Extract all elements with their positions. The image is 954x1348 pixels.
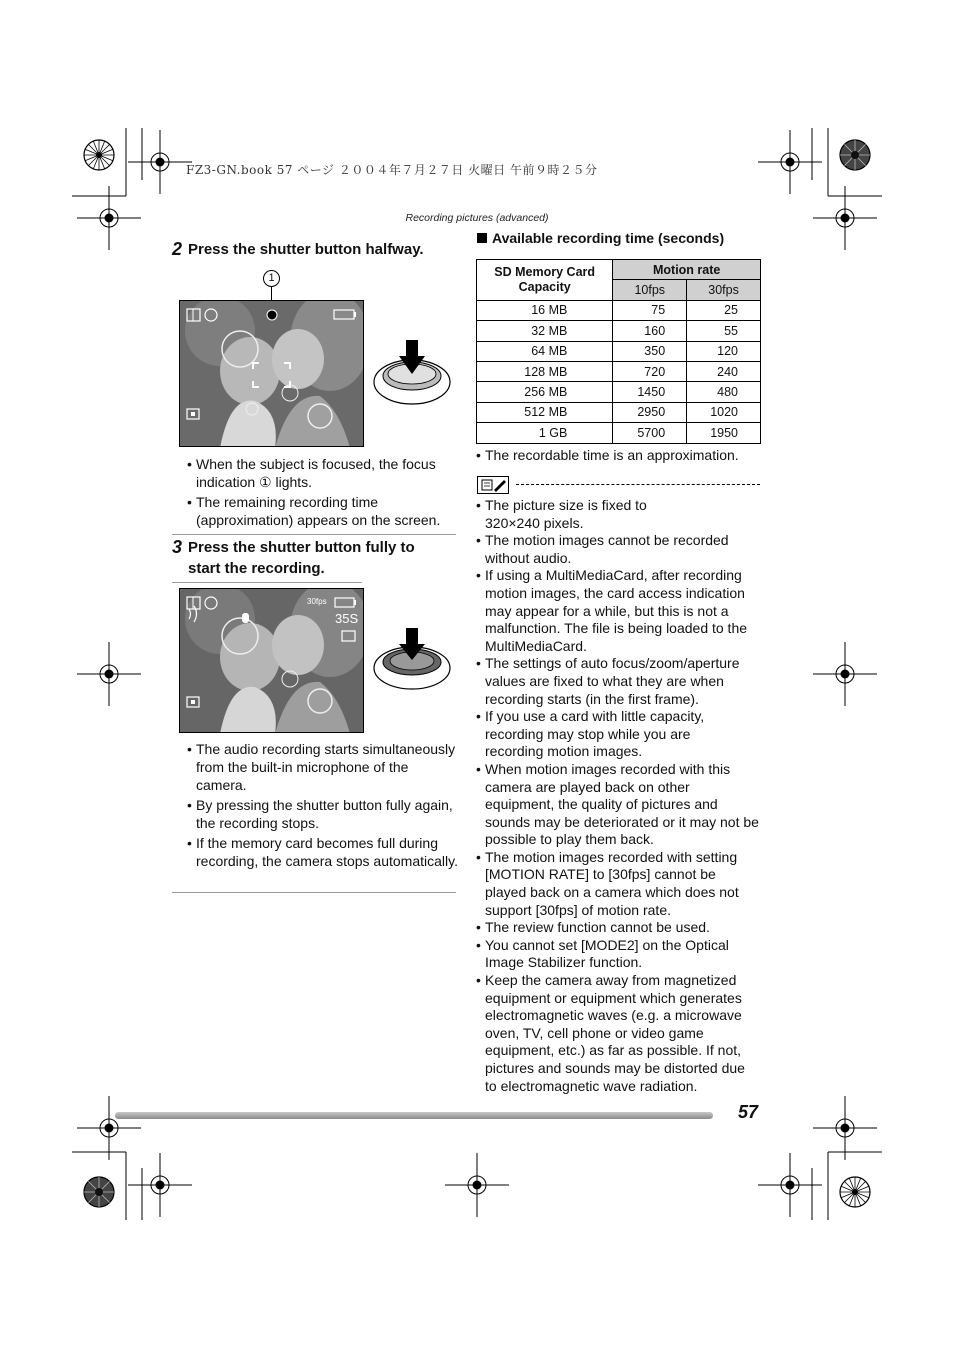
table-row [477, 300, 761, 320]
note-item: • The picture size is fixed to 320×240 pixels. [476, 497, 666, 532]
notes-list [476, 497, 760, 1095]
table-row [477, 382, 761, 402]
lcd-preview-recording [179, 588, 364, 733]
header-motion-rate: Motion rate [613, 260, 761, 280]
step2-title: Press the shutter button halfway. [188, 241, 424, 258]
note-item: • You cannot set [MODE2] on the Optical Image Stabilizer function. [476, 937, 760, 972]
cell-30fps: 1020 [687, 402, 761, 422]
cell-30fps: 240 [687, 361, 761, 381]
divider [172, 534, 456, 535]
cell-10fps: 160 [613, 321, 687, 341]
step3-number: 3 [172, 537, 183, 557]
cell-30fps: 480 [687, 382, 761, 402]
focus-callout [263, 270, 280, 287]
cell-10fps: 5700 [613, 423, 687, 443]
cell-capacity: 64 MB [477, 341, 613, 361]
note-item: • The settings of auto focus/zoom/aperture values are fixed to what they are when recording starts (in the first frame). [476, 655, 760, 708]
cell-10fps: 350 [613, 341, 687, 361]
shutter-button-full-icon [370, 626, 454, 692]
note-item: • If using a MultiMediaCard, after recording motion images, the card access indication may appear for a while, but this is not a malfunction. The file is being loaded to the MultiMediaCard. [476, 567, 760, 655]
lcd-fps-readout: 30fps [307, 597, 327, 606]
divider [172, 892, 456, 893]
table-row [477, 321, 761, 341]
step2-bullet: • When the subject is focused, the focus indication ① lights. [187, 455, 459, 491]
table-note-text: • The recordable time is an approximation. [476, 446, 760, 464]
cell-30fps: 25 [687, 300, 761, 320]
table-row [477, 361, 761, 381]
print-header: FZ3-GN.book 57 ページ ２００４年７月２７日 火曜日 午前９時２５分 [186, 163, 598, 177]
memo-note-icon [477, 476, 509, 494]
square-bullet-icon [477, 233, 487, 243]
note-item: • The review function cannot be used. [476, 919, 760, 937]
cell-capacity: 32 MB [477, 321, 613, 341]
step2-bullet: • The remaining recording time (approximation) appears on the screen. [187, 493, 459, 529]
cell-10fps: 720 [613, 361, 687, 381]
step3-bullet: • If the memory card becomes full during recording, the camera stops automatically. [187, 834, 459, 870]
footer-bar [115, 1112, 713, 1119]
table-heading [477, 230, 724, 246]
note-item: • Keep the camera away from magnetized equipment or equipment which generates electromagnetic waves (e.g. a microwave oven, TV, cell phone or video game equipment, etc.) as far as possible. If not, pictures and sounds may be distorted due to electromagnetic wave radiation. [476, 972, 760, 1095]
cell-capacity: 256 MB [477, 382, 613, 402]
table-row [477, 423, 761, 443]
cell-10fps: 2950 [613, 402, 687, 422]
running-head: Recording pictures (advanced) [405, 212, 549, 224]
shutter-button-half-icon [370, 338, 454, 408]
step2-heading [172, 239, 462, 261]
cell-capacity: 128 MB [477, 361, 613, 381]
cell-capacity: 16 MB [477, 300, 613, 320]
table-heading-text: Available recording time (seconds) [492, 230, 725, 246]
cell-capacity: 512 MB [477, 402, 613, 422]
table-note [476, 446, 760, 464]
table-row [477, 341, 761, 361]
cell-10fps: 1450 [613, 382, 687, 402]
step2-number: 2 [172, 239, 183, 259]
recording-time-table [476, 259, 761, 444]
note-item: • If you use a card with little capacity, recording may stop while you are recording motion images. [476, 708, 726, 761]
note-item: • When motion images recorded with this camera are played back on other equipment, the quality of pictures and sounds may be deteriorated or it may not be possible to play them back. [476, 761, 760, 849]
table-row [477, 402, 761, 422]
cell-10fps: 75 [613, 300, 687, 320]
header-10fps: 10fps [613, 280, 687, 300]
dashed-divider [516, 484, 760, 485]
cell-capacity: 1 GB [477, 423, 613, 443]
step3-title: Press the shutter button fully to start the recording. [188, 539, 415, 577]
header-capacity: SD Memory Card Capacity [477, 260, 613, 301]
cell-30fps: 55 [687, 321, 761, 341]
step3-bullet: • The audio recording starts simultaneously from the built-in microphone of the camera. [187, 740, 459, 794]
note-item: • The motion images cannot be recorded without audio. [476, 532, 760, 567]
step3-bullet: • By pressing the shutter button fully again, the recording stops. [187, 796, 459, 832]
page-number: 57 [738, 1102, 759, 1122]
step3-heading [172, 537, 462, 579]
bubble-photo [180, 301, 364, 447]
cell-30fps: 1950 [687, 423, 761, 443]
header-30fps: 30fps [687, 280, 761, 300]
step3-bullets [187, 740, 459, 870]
divider [172, 582, 362, 583]
note-item: • The motion images recorded with setting [MOTION RATE] to [30fps] cannot be played back on a camera which does not support [30fps] of motion rate. [476, 849, 760, 919]
step2-bullets [187, 455, 459, 529]
lcd-remaining-time: 35S [335, 611, 359, 626]
cell-30fps: 120 [687, 341, 761, 361]
lcd-preview-focus [179, 300, 364, 447]
focus-callout-label: 1 [268, 272, 275, 284]
